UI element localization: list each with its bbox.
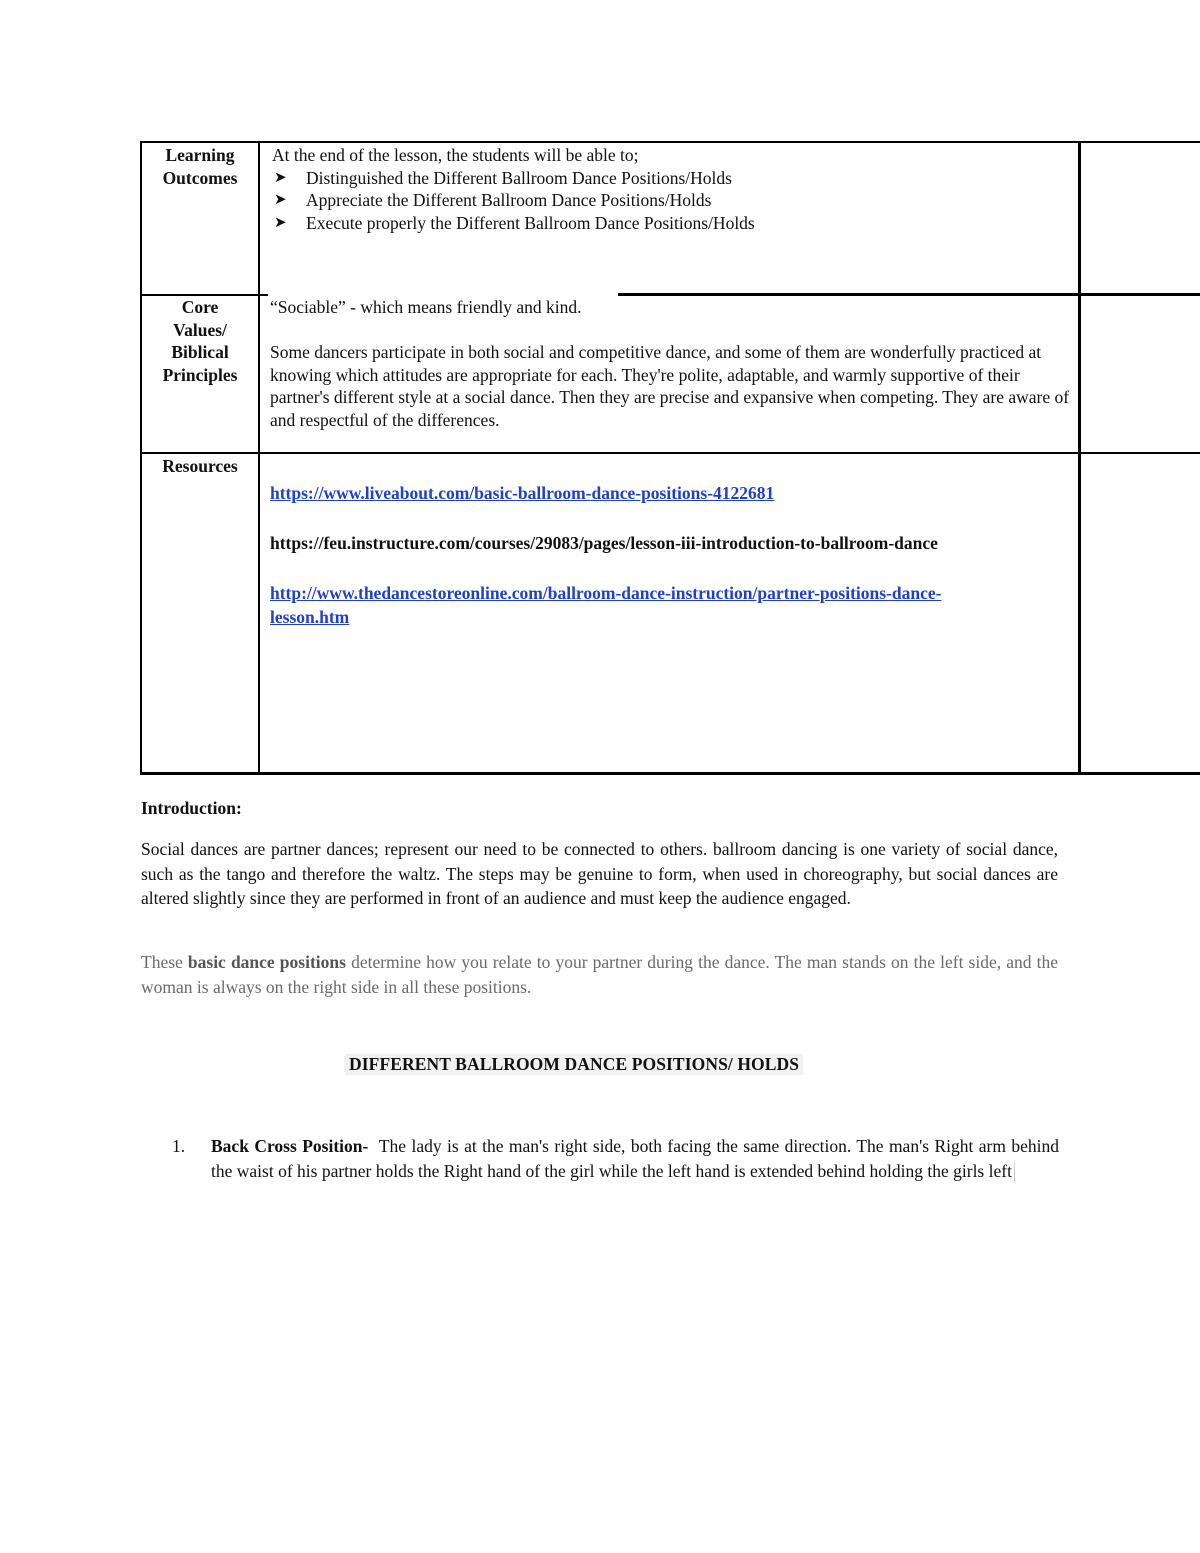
lesson-table bbox=[140, 141, 1200, 775]
table-divider-label bbox=[258, 141, 260, 775]
arrow-bullet-icon: ➤ bbox=[274, 192, 287, 208]
position-number: 1. bbox=[172, 1136, 186, 1156]
resource-link-liveabout[interactable]: https://www.liveabout.com/basic-ballroom-dance-positions-4122681 bbox=[270, 483, 775, 503]
label-line: Biblical bbox=[171, 342, 229, 362]
arrow-bullet-icon: ➤ bbox=[274, 214, 287, 231]
bold-term: basic dance positions bbox=[187, 952, 346, 972]
resources-label bbox=[142, 455, 258, 478]
arrow-bullet-icon: ➤ bbox=[274, 169, 287, 186]
list-item bbox=[272, 189, 1072, 212]
core-value-quote: “Sociable” - which means friendly and kind. bbox=[270, 297, 582, 317]
resource-link-line: http://www.thedancestoreonline.com/ballroom-dance-instruction/partner-positions-dance- bbox=[270, 583, 942, 603]
position-body bbox=[211, 1134, 1064, 1183]
position-item bbox=[172, 1134, 1064, 1183]
position-description: The lady is at the man's right side, both facing the same direction. The man's Right arm behind the waist of his partner holds the Right hand of the girl while the left hand is extended behind holding the girls left bbox=[211, 1136, 1064, 1181]
text-cursor bbox=[1014, 1162, 1015, 1182]
outcome-text: Distinguished the Different Ballroom Dance Positions/Holds bbox=[306, 167, 732, 188]
introduction-paragraph: Social dances are partner dances; represent our need to be connected to others. ballroom dancing is one variety of social dance, such as the tango and therefore the waltz. The steps may be genuine to form, when used in choreography, but social dances are altered slightly since they are performed in front of an audience and must keep the audience engaged. bbox=[141, 839, 1058, 908]
section-title: DIFFERENT BALLROOM DANCE POSITIONS/ HOLDS bbox=[345, 1054, 803, 1075]
label-line: Values/ bbox=[173, 319, 227, 340]
list-item bbox=[272, 212, 1072, 235]
list-item bbox=[272, 167, 1072, 190]
resource-url-feu: https://feu.instructure.com/courses/29083/pages/lesson-iii-introduction-to-ballroom-dance bbox=[270, 533, 938, 553]
table-border-bottom bbox=[140, 772, 1200, 775]
resource-link-dancestore[interactable] bbox=[270, 581, 1070, 629]
label-line: Core bbox=[181, 297, 219, 317]
table-divider-right bbox=[1078, 141, 1081, 775]
outcomes-list bbox=[272, 167, 1072, 235]
resource-link-line: lesson.htm bbox=[270, 607, 350, 627]
outcome-text: Appreciate the Different Ballroom Dance Positions/Holds bbox=[306, 190, 712, 210]
core-value-paragraph: Some dancers participate in both social and competitive dance, and some of them are wonderfully practiced at knowing which attitudes are appropriate for each. They're polite, adaptable, and warmly supportive of their partner's different style at a social dance. Then they are precise and expansive when competing. They are aware of and respectful of the differences. bbox=[270, 342, 1070, 430]
text-fragment: determine how you relate to your partner during the dance. The man stands on the left side, and the woman is always on the right side in all these positions. bbox=[141, 952, 1058, 997]
core-values-label bbox=[142, 296, 258, 386]
outcomes-intro: At the end of the lesson, the students will be able to; bbox=[272, 145, 639, 165]
label-line: Principles bbox=[162, 364, 238, 385]
outcome-text: Execute properly the Different Ballroom Dance Positions/Holds bbox=[306, 212, 755, 233]
label-line: Learning bbox=[165, 145, 235, 165]
resources-content bbox=[270, 481, 1070, 629]
label-line: Resources bbox=[162, 456, 238, 476]
learning-outcomes-content bbox=[272, 144, 1072, 234]
position-name: Back Cross Position- bbox=[211, 1136, 369, 1156]
table-border-top bbox=[140, 141, 1200, 143]
learning-outcomes-label bbox=[142, 144, 258, 189]
text-fragment: These bbox=[141, 952, 188, 972]
positions-intro-paragraph bbox=[141, 950, 1058, 999]
core-values-content bbox=[270, 296, 1070, 431]
label-line: Outcomes bbox=[162, 167, 238, 188]
introduction-heading: Introduction: bbox=[141, 798, 242, 818]
table-row-divider-2 bbox=[140, 452, 1200, 454]
